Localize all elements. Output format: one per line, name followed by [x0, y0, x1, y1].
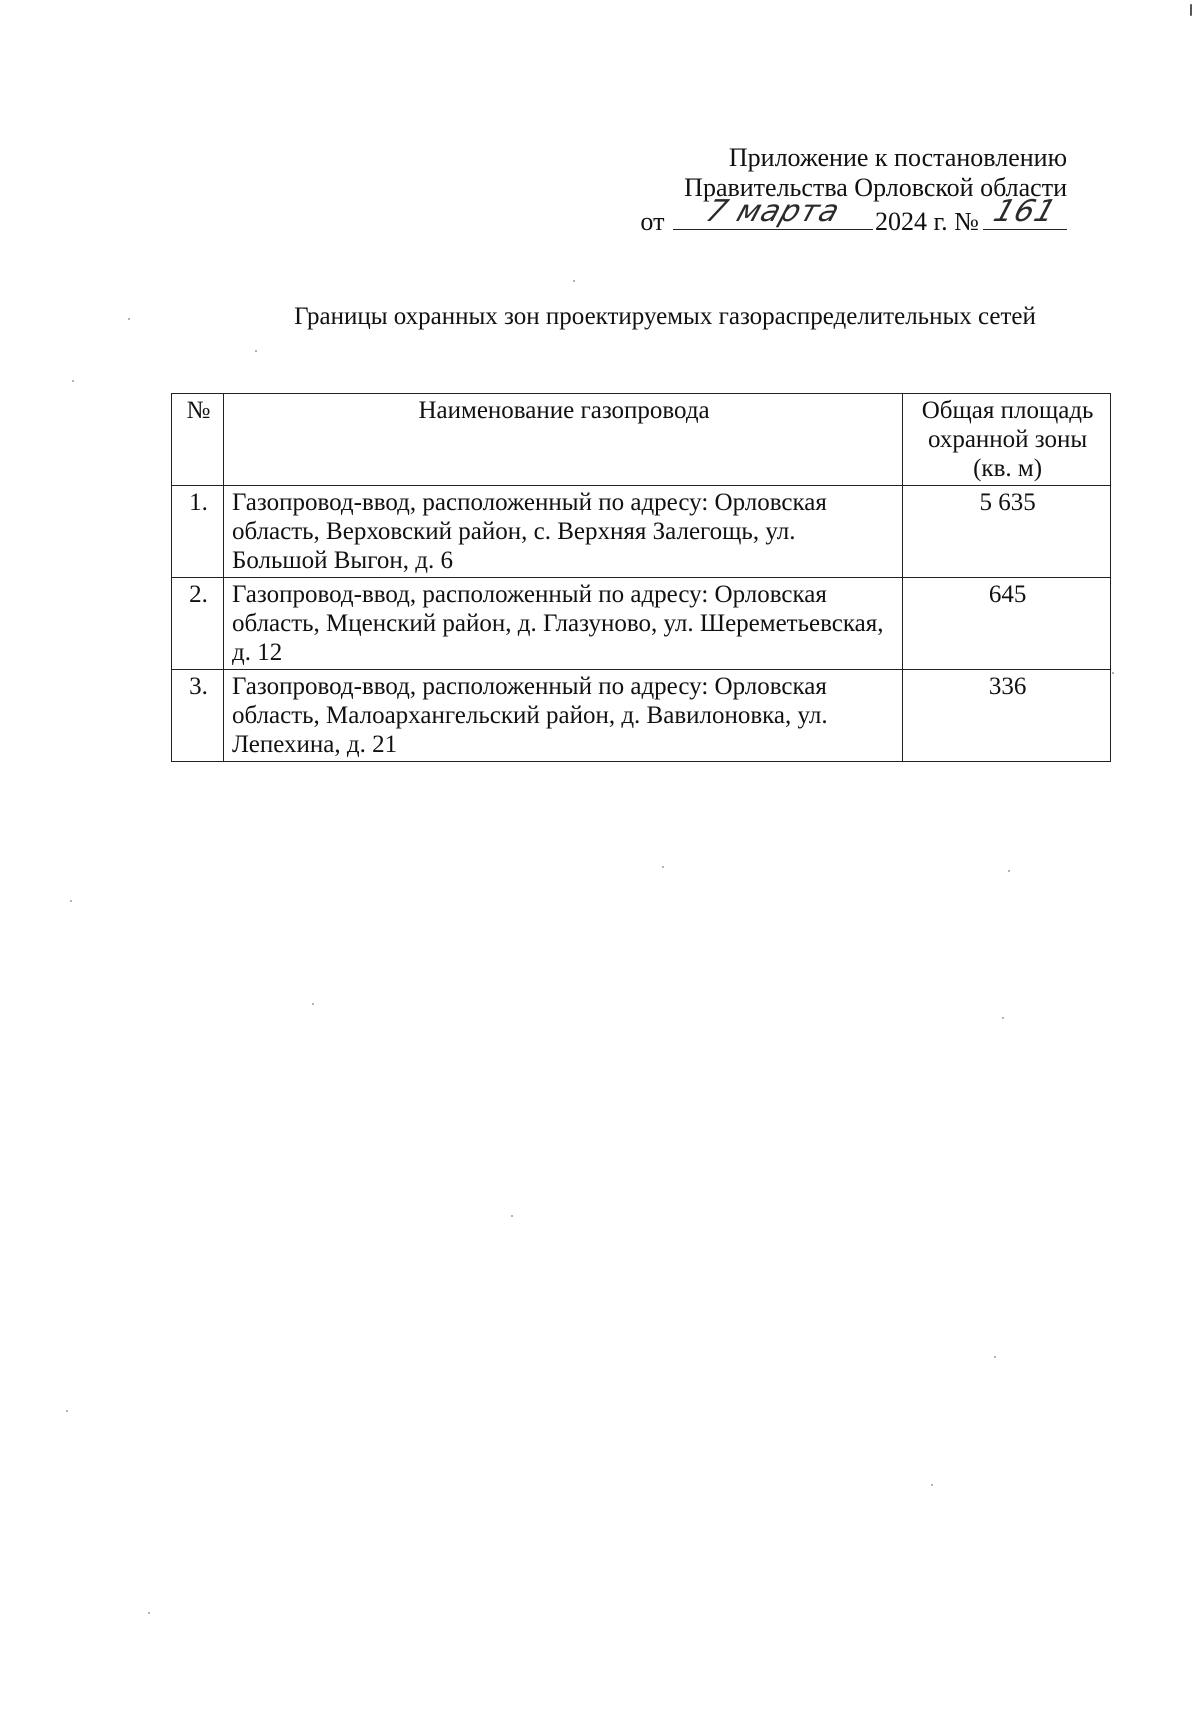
row-num: 2. [172, 578, 224, 670]
scan-speck [1190, 4, 1192, 16]
row-num: 3. [172, 670, 224, 762]
header-name: Наименование газопровода [223, 394, 902, 486]
scan-speck [931, 1484, 933, 1486]
handwritten-number: 161 [989, 194, 1061, 229]
approval-date-line [607, 194, 1067, 237]
scan-speck [312, 1003, 314, 1005]
table-row [172, 578, 1111, 670]
header-area: Общая площадь охранной зоны (кв. м) [903, 394, 1111, 486]
row-area: 336 [903, 670, 1111, 762]
scan-speck [511, 1215, 513, 1217]
document-title [0, 302, 1200, 332]
scan-speck [1008, 870, 1010, 872]
row-area: 645 [903, 578, 1111, 670]
scan-speck [1112, 672, 1114, 674]
number-blank [983, 194, 1067, 230]
scan-speck [662, 866, 664, 868]
approval-line-1: Приложение к постановлению [728, 143, 1067, 172]
scan-speck [148, 1612, 150, 1614]
scan-speck [128, 318, 130, 320]
row-name: Газопровод-ввод, расположенный по адресу: Орловская область, Верховский район, с. Верхняя Залегощь, ул. Большой Выгон, д. 6 [223, 486, 902, 578]
handwritten-date: 7 марта [701, 194, 845, 229]
scan-speck [573, 280, 575, 282]
approval-prefix: от [640, 207, 665, 236]
table-header-row [172, 394, 1111, 486]
approval-line-2: Правительства Орловской области [684, 173, 1067, 202]
approval-year-text: 2024 г. № [874, 207, 979, 236]
header-num: № [172, 394, 224, 486]
scan-speck [66, 1410, 68, 1412]
zones-table [171, 393, 1111, 762]
scan-speck [72, 380, 74, 382]
row-name: Газопровод-ввод, расположенный по адресу: Орловская область, Мценский район, д. Глазуново, ул. Шереметьевская, д. 12 [223, 578, 902, 670]
table-row [172, 486, 1111, 578]
row-name: Газопровод-ввод, расположенный по адресу: Орловская область, Малоархангельский район, д. Вавилоновка, ул. Лепехина, д. 21 [223, 670, 902, 762]
date-blank [673, 194, 873, 230]
scan-speck [994, 1356, 996, 1358]
approval-block [607, 143, 1067, 237]
row-num: 1. [172, 486, 224, 578]
document-title-text: Границы охранных зон проектируемых газораспределительных сетей [294, 303, 1036, 330]
scan-speck [70, 900, 72, 902]
table-row [172, 670, 1111, 762]
scan-speck [255, 350, 257, 352]
row-area: 5 635 [903, 486, 1111, 578]
scan-speck [1002, 1017, 1004, 1019]
